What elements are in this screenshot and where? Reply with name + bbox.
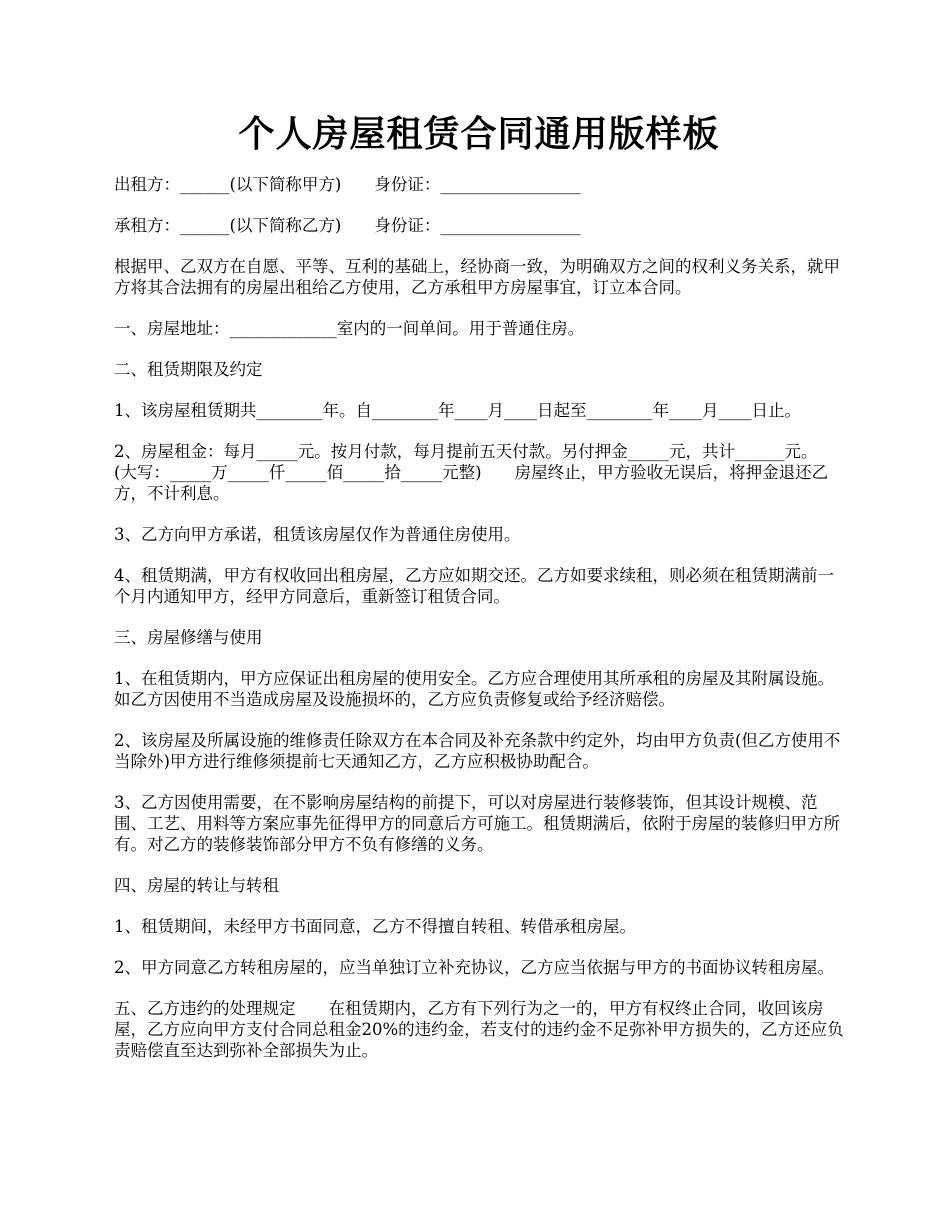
clause-3-1: 1、在租赁期内，甲方应保证出租房屋的使用安全。乙方应合理使用其所承租的房屋及其附属设施。如乙方因使用不当造成房屋及设施损坏的，乙方应负责修复或给予经济赔偿。 <box>114 669 834 709</box>
clause-2-3: 3、乙方向甲方承诺，租赁该房屋仅作为普通住房使用。 <box>114 525 521 544</box>
clause-4-1: 1、租赁期间，未经甲方书面同意，乙方不得擅自转租、转借承租房屋。 <box>114 917 636 936</box>
section-3-heading: 三、房屋修缮与使用 <box>114 628 263 647</box>
lessor-line: 出租方：______(以下简称甲方) 身份证：_________________ <box>114 175 581 194</box>
section-4-heading: 四、房屋的转让与转租 <box>114 876 279 895</box>
clause-3-2: 2、该房屋及所属设施的维修责任除双方在本合同及补充条款中约定外，均由甲方负责(但乙方使用不当除外)甲方进行维修须提前七天通知乙方，乙方应积极协助配合。 <box>114 731 841 771</box>
clause-2-4: 4、租赁期满，甲方有权收回出租房屋，乙方应如期交还。乙方如要求续租，则必须在租赁期满前一个月内通知甲方，经甲方同意后，重新签订租赁合同。 <box>114 566 834 606</box>
document-title: 个人房屋租赁合同通用版样板 <box>238 113 720 155</box>
lessee-line: 承租方：______(以下简称乙方) 身份证：_________________ <box>114 216 581 235</box>
section-5-paragraph: 五、乙方违约的处理规定 在租赁期内，乙方有下列行为之一的，甲方有权终止合同，收回该房屋，乙方应向甲方支付合同总租金20%的违约金，若支付的违约金不足弥补甲方损失的，乙方还应负责赔偿直至达到弥补全部损失为止。 <box>114 999 844 1060</box>
clause-2-2: 2、房屋租金：每月_____元。按月付款，每月提前五天付款。另付押金_____元，共计______元。 (大写：_____万_____仟_____佰_____拾_____元整) 房屋终止，甲方验收无误后，将押金退还乙方，不计利息。 <box>114 442 843 503</box>
clause-2-1: 1、该房屋租赁期共________年。自________年____月____日起至________年____月____日止。 <box>114 401 801 420</box>
section-2-heading: 二、租赁期限及约定 <box>114 360 263 379</box>
clause-4-2: 2、甲方同意乙方转租房屋的，应当单独订立补充协议，乙方应当依据与甲方的书面协议转租房屋。 <box>114 958 834 977</box>
clause-3-3: 3、乙方因使用需要，在不影响房屋结构的前提下，可以对房屋进行装修装饰，但其设计规模、范围、工艺、用料等方案应事先征得甲方的同意后方可施工。租赁期满后，依附于房屋的装修归甲方所有。对乙方的装修装饰部分甲方不负有修缮的义务。 <box>114 793 840 854</box>
document-page <box>114 108 844 1081</box>
section-1-address: 一、房屋地址：_____________室内的一间单间。用于普通住房。 <box>114 319 585 338</box>
preamble-paragraph: 根据甲、乙双方在自愿、平等、互利的基础上，经协商一致，为明确双方之间的权利义务关系，就甲方将其合法拥有的房屋出租给乙方使用，乙方承租甲方房屋事宜，订立本合同。 <box>114 257 840 297</box>
